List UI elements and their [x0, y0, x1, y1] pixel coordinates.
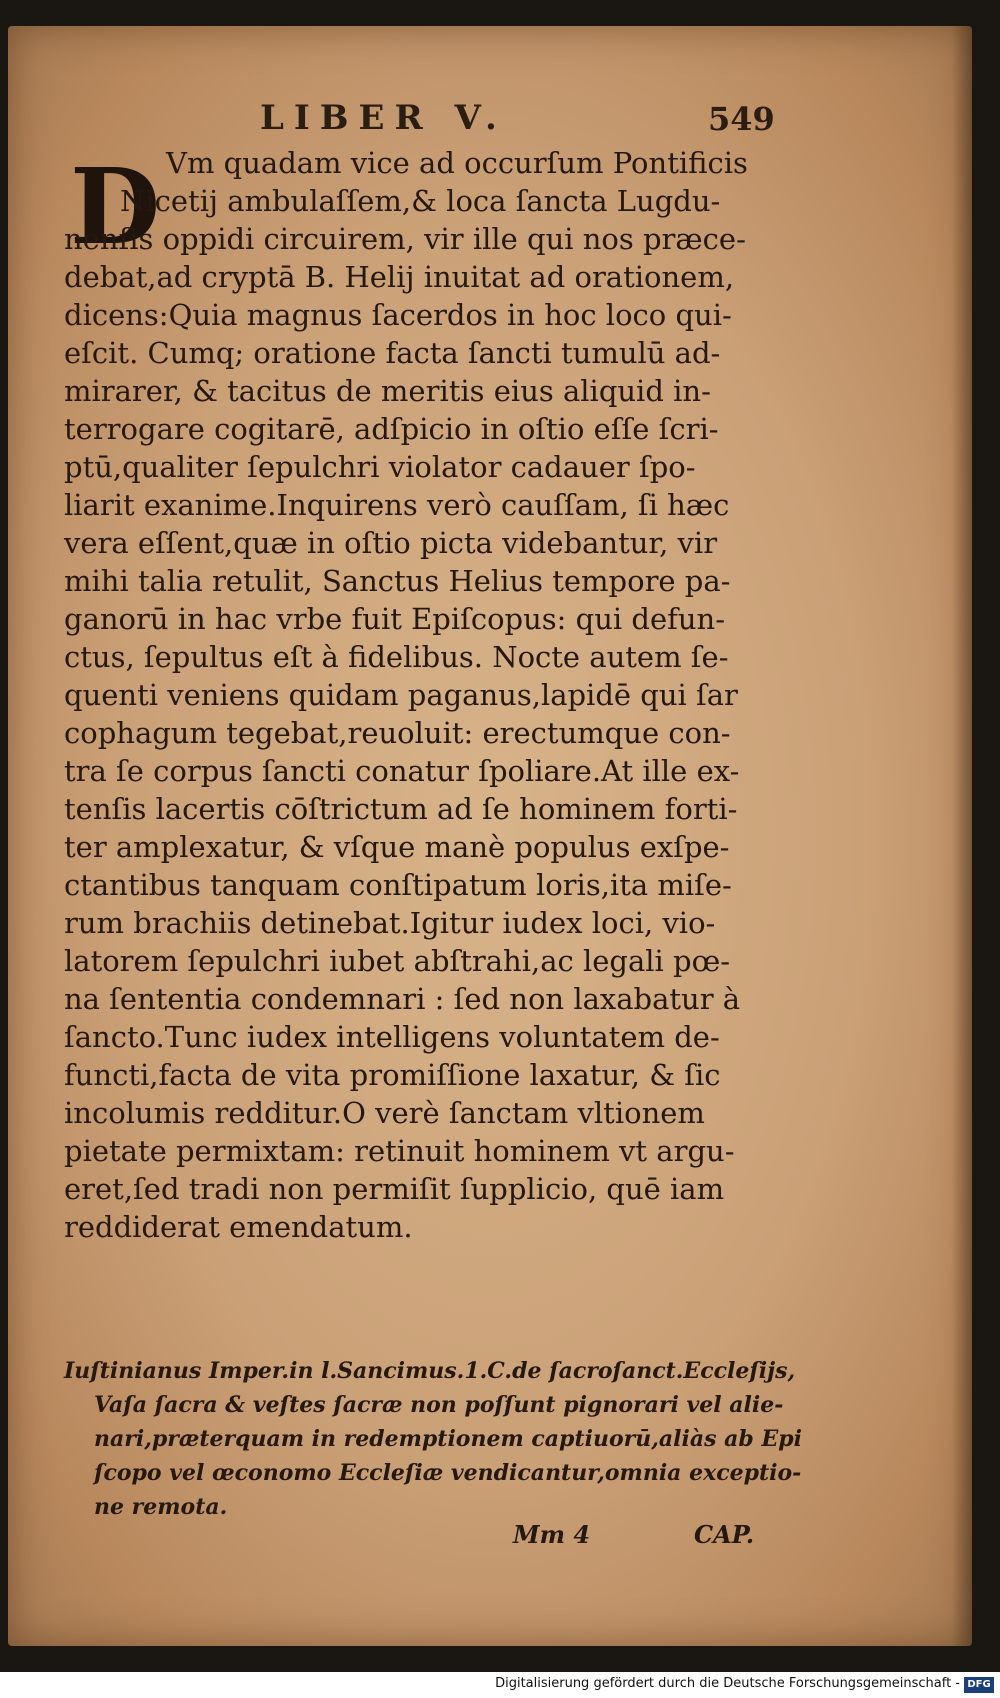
text-line: mirarer, & tacitus de meritis eius aliquid in-	[64, 374, 711, 408]
text-line: pietate permixtam: retinuit hominem vt argu-	[64, 1134, 735, 1168]
book-page	[8, 26, 972, 1646]
running-head: LIBER V.	[260, 98, 507, 138]
credit-bar	[0, 1672, 1000, 1698]
text-line: debat,ad cryptā B. Helij inuitat ad orationem,	[64, 260, 735, 294]
text-line: eret,ſed tradi non permiſit ſupplicio, quē iam	[64, 1172, 725, 1206]
signature-mark: Mm 4	[513, 1520, 591, 1549]
text-line: ptū,qualiter ſepulchri violator cadauer ſpo-	[64, 450, 696, 484]
text-line: quenti veniens quidam paganus,lapidē qui ſar	[64, 678, 738, 712]
text-line: dicens:Quia magnus ſacerdos in hoc loco qui-	[64, 298, 732, 332]
text-line: ſancto.Tunc iudex intelligens voluntatem de-	[64, 1020, 720, 1054]
dfg-logo: DFG	[964, 1677, 994, 1693]
note-line: ne remota.	[94, 1494, 228, 1520]
drop-cap: D	[70, 145, 161, 268]
text-line: vera eſſent,quæ in oſtio picta videbantur, vir	[64, 526, 718, 560]
text-line: ter amplexatur, & vſque manè populus exſpe-	[64, 830, 730, 864]
catchword: CAP.	[694, 1520, 755, 1549]
text-line: mihi talia retulit, Sanctus Helius tempore pa-	[64, 564, 731, 598]
text-line: cophagum tegebat,reuoluit: erectumque con-	[64, 716, 731, 750]
note-line: nari,præterquam in redemptionem captiuorū,aliàs ab Epi	[94, 1426, 802, 1452]
text-line: rum brachiis detinebat.Igitur iudex loci, vio-	[64, 906, 716, 940]
text-line: eſcit. Cumq; oratione facta ſancti tumulū ad-	[64, 336, 721, 370]
text-line: Vm quadam vice ad occurſum Pontificis	[166, 146, 748, 180]
text-line: tra ſe corpus ſancti conatur ſpoliare.At ille ex-	[64, 754, 740, 788]
page-header	[8, 98, 972, 142]
text-line: ganorū in hac vrbe fuit Epiſcopus: qui defun-	[64, 602, 725, 636]
text-line: Nicetij ambulaſſem,& loca ſancta Lugdu-	[120, 184, 721, 218]
text-line: reddiderat emendatum.	[64, 1210, 413, 1244]
page-number: 549	[708, 100, 775, 138]
note-line: ſcopo vel œconomo Eccleſiæ vendicantur,omnia exceptio-	[94, 1460, 802, 1486]
credit-text: Digitalisierung gefördert durch die Deutsche Forschungsgemeinschaft -	[495, 1676, 960, 1691]
note-line: Vaſa ſacra & veſtes ſacræ non poſſunt pignorari vel alie-	[94, 1392, 784, 1418]
text-line: ctantibus tanquam conſtipatum loris,ita miſe-	[64, 868, 732, 902]
text-line: incolumis redditur.O verè ſanctam vltionem	[64, 1096, 705, 1130]
note-line: Iuſtinianus Imper.in l.Sancimus.1.C.de ſacroſanct.Eccleſijs,	[64, 1358, 796, 1384]
text-line: ctus, ſepultus eſt à fidelibus. Nocte autem ſe-	[64, 640, 729, 674]
text-line: functi,facta de vita promiſſione laxatur, & ſic	[64, 1058, 721, 1092]
text-line: terrogare cogitarē, adſpicio in oſtio eſſe ſcri-	[64, 412, 719, 446]
text-line: nenſis oppidi circuirem, vir ille qui nos præce-	[64, 222, 746, 256]
text-line: na ſententia condemnari : ſed non laxabatur à	[64, 982, 741, 1016]
text-line: liarit exanime.Inquirens verò cauſſam, ſi hæc	[64, 488, 730, 522]
text-line: latorem ſepulchri iubet abſtrahi,ac legali pœ-	[64, 944, 731, 978]
text-line: tenſis lacertis cōſtrictum ad ſe hominem forti-	[64, 792, 738, 826]
